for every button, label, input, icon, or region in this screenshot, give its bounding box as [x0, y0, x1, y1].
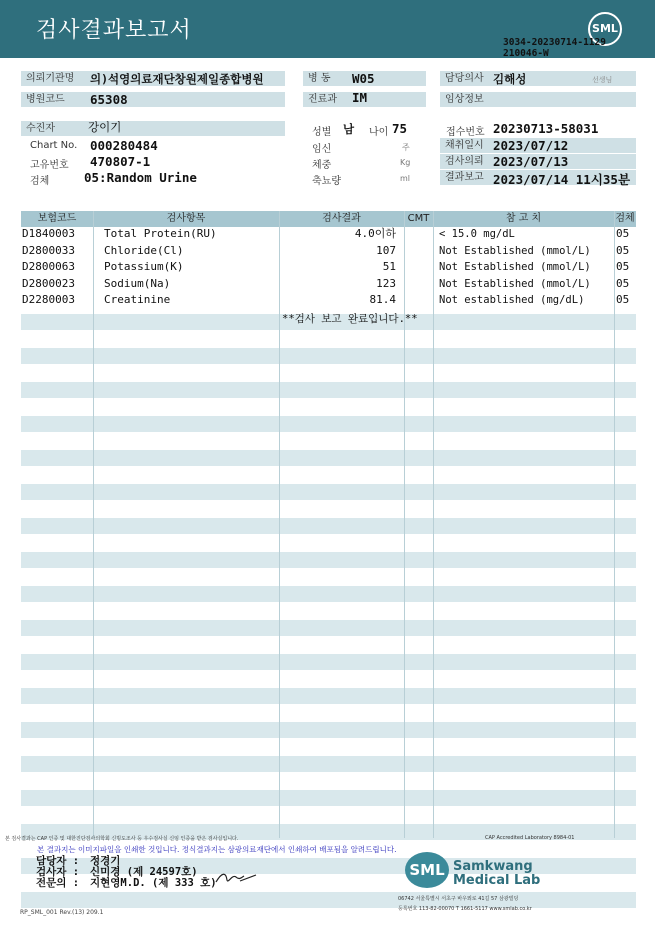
table-band: [21, 756, 636, 772]
col-divider: [93, 211, 94, 838]
table-band: [21, 518, 636, 534]
col-divider: [433, 211, 434, 838]
fine-note: 본 검사결과는 CAP 인증 및 대한진단검사의학회 신빙도조사 등 우수검사실 신임 인증을 받은 검사실입니다.: [5, 836, 239, 842]
report-label: 결과보고: [440, 170, 636, 185]
cell-item: Chloride(Cl): [104, 243, 184, 257]
ward-value: W05: [352, 71, 375, 86]
table-band: [21, 382, 636, 398]
cell-code: D2800023: [22, 276, 75, 290]
report-number: 3034-20230714-1129 210046-W: [503, 37, 606, 59]
cell-code: D2800033: [22, 243, 75, 257]
staff-label: 담당자 :: [36, 855, 80, 867]
dept-value: IM: [352, 90, 368, 105]
form-number: RP_SML_001 Rev.(13) 209.1: [20, 909, 104, 916]
table-band: [21, 484, 636, 500]
specimen-value: 05:Random Urine: [84, 170, 197, 185]
cell-spec: 05: [616, 243, 630, 257]
col-divider: [404, 211, 405, 838]
table-band: [21, 790, 636, 806]
id-label: 고유번호: [30, 160, 69, 171]
age-label: 나이: [369, 127, 389, 138]
th-spec: 검체: [615, 213, 635, 224]
th-item: 검사항목: [166, 213, 206, 224]
request-value: 2023/07/13: [493, 154, 569, 169]
tester-label: 검사자 :: [36, 866, 80, 878]
report-value: 2023/07/14 11시35분: [493, 172, 631, 187]
table-band: [21, 586, 636, 602]
cell-ref: Not Established (mmol/L): [439, 277, 591, 290]
clinical-info-label: 임상정보: [440, 92, 636, 107]
cell-ref: Not Established (mmol/L): [439, 244, 591, 257]
receipt-value: 20230713-58031: [493, 121, 599, 136]
cell-spec: 05: [616, 293, 630, 306]
sex-label: 성별: [312, 127, 332, 138]
cell-item: Potassium(K): [104, 260, 184, 273]
hosp-code-value: 65308: [90, 92, 128, 107]
lab-name: Samkwang Medical Lab: [453, 859, 541, 888]
col-divider: [614, 211, 615, 838]
chart-label: Chart No.: [30, 140, 78, 151]
table-band: [21, 450, 636, 466]
col-divider: [279, 211, 280, 838]
table-band: [21, 348, 636, 364]
table-end-note: **검사 보고 완료입니다.**: [282, 313, 418, 325]
collect-label: 채취일시: [440, 138, 636, 153]
cell-item: Total Protein(RU): [104, 227, 217, 240]
doctor-value: 김해성: [493, 72, 527, 86]
th-ref: 참 고 치: [505, 213, 542, 224]
urine-label: 축뇨량: [312, 176, 341, 187]
cell-result: 107: [376, 243, 396, 257]
weight-label: 체중: [312, 160, 332, 171]
request-label: 검사의뢰: [440, 154, 636, 169]
cell-code: D2280003: [22, 293, 75, 306]
notice-text: 본 결과지는 이미지파일을 인쇄한 것입니다. 정식결과지는 삼광의료재단에서 인쇄하여 배포됨을 알려드립니다.: [37, 845, 397, 854]
cap-note: CAP Accredited Laboratory 8984-01: [485, 835, 575, 841]
ward-label: 병 동: [303, 71, 426, 86]
th-cmt: CMT: [407, 213, 430, 224]
urine-unit: ml: [400, 174, 411, 183]
table-band: [21, 620, 636, 636]
table-band: [21, 892, 636, 908]
preg-unit: 주: [402, 143, 410, 152]
chart-value: 000280484: [90, 138, 158, 153]
cell-spec: 05: [616, 276, 630, 290]
preg-label: 임신: [312, 144, 332, 155]
id-value: 470807-1: [90, 154, 151, 169]
sml-logo-icon: SML: [588, 12, 622, 46]
cell-result: 51: [382, 260, 396, 273]
signature-icon: [214, 868, 258, 886]
th-result: 검사결과: [322, 213, 361, 224]
sex-value: 남: [343, 122, 355, 136]
table-band: [21, 688, 636, 704]
patient-value: 강이기: [88, 120, 122, 134]
cell-item: Sodium(Na): [104, 276, 171, 290]
doctor-label: 담당의사: [440, 71, 636, 86]
cell-code: D1840003: [22, 227, 75, 240]
staff-value: 정경기: [90, 855, 121, 867]
collect-value: 2023/07/12: [493, 138, 569, 153]
cell-result: 4.0이하: [354, 227, 396, 240]
cell-spec: 05: [616, 260, 630, 273]
table-band: [21, 416, 636, 432]
age-value: 75: [392, 121, 408, 136]
weight-unit: Kg: [400, 158, 411, 167]
cell-result: 123: [376, 276, 396, 290]
report-title: 검사결과보고서: [36, 18, 192, 43]
specialist-label: 전문의 :: [36, 877, 80, 889]
cell-ref: < 15.0 mg/dL: [439, 228, 515, 240]
cell-code: D2800063: [22, 260, 75, 273]
hosp-code-label: 병원코드: [21, 92, 285, 107]
specimen-label: 검체: [30, 176, 50, 187]
req-org-value: 의)석영의료재단창원제일종합병원: [90, 72, 264, 86]
cell-result: 81.4: [369, 293, 396, 306]
th-code: 보험코드: [37, 213, 77, 224]
cell-ref: Not Established (mmol/L): [439, 261, 591, 273]
cell-ref: Not established (mg/dL): [439, 294, 585, 306]
req-org-label: 의뢰기관명: [21, 71, 285, 86]
specialist-value: 지현영M.D. (제 333 호): [90, 877, 217, 889]
lab-contact: 등록번호 113-82-00070 T 1661-5117 www.smlab.co.kr: [398, 906, 532, 912]
dept-label: 진료과: [303, 92, 426, 107]
receipt-label: 접수번호: [446, 127, 485, 138]
cell-item: Creatinine: [104, 293, 171, 306]
table-band: [21, 722, 636, 738]
cell-spec: 05: [616, 227, 630, 240]
patient-label: 수진자: [21, 121, 285, 136]
doctor-suffix: 선생님: [592, 76, 613, 84]
sml-footer-logo-icon: SML: [405, 852, 449, 888]
table-band: [21, 654, 636, 670]
lab-address: 06742 서울특별시 서초구 바우뫼로 41길 57 삼광빌딩: [398, 896, 519, 902]
table-band: [21, 552, 636, 568]
tester-value: 신미경 (제 24597호): [90, 866, 198, 878]
